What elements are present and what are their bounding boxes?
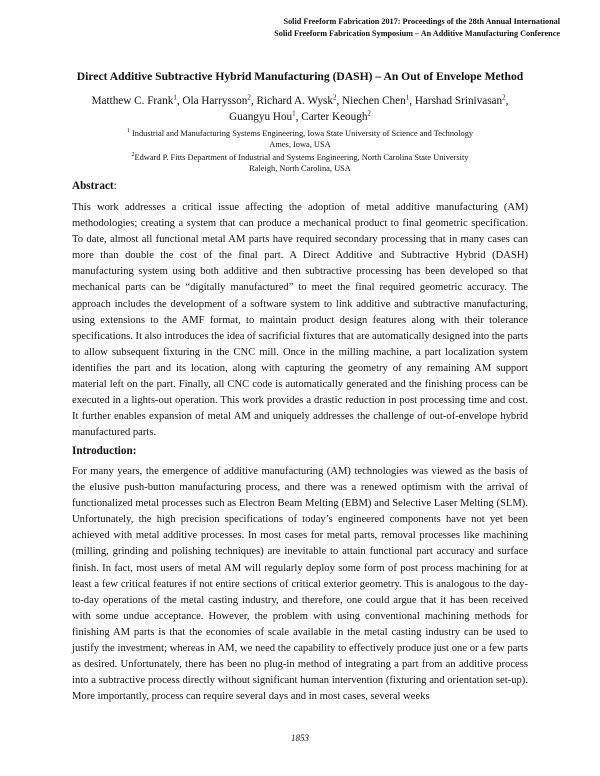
affiliation-2 [60,152,540,175]
author-name: Carter Keough [301,111,368,123]
affiliation-marker: 2 [131,152,135,159]
abstract-text: This work addresses a critical issue affecting the adoption of metal additive manufacturing (AM) methodologies; creating a system that can produce a mechanical product to final geometric specification. To date, almost all functional metal AM parts have required secondary processing that in many cases can more than double the cost of the final part. A Direct Additive and Subtractive Hybrid (DASH) manufacturing system using both additive and then subtractive processing has been developed so that mechanical parts can be “digitally manufactured” to meet the final required geometric accuracy. The approach includes the development of a software system to link additive and subtractive manufacturing, using extensions to the AMF format, to maintain product design features along with their tolerance specifications. It also introduces the idea of sacrificial fixtures that are automatically designed into the parts to allow subsequent fixturing in the CNC mill. Once in the milling machine, a part localization system identifies the part and its location, along with capturing the geometry of any remaining AM support material left on the part. Finally, all CNC code is automatically generated and the finishing process can be executed in a lights-out operation. This work provides a drastic reduction in post processing time and cost. It further enables expansion of metal AM and uniquely addresses the challenge of out-of-envelope hybrid manufactured parts. [72,202,528,439]
author-affiliation-marker: 1 [173,93,177,102]
affiliation-1 [60,128,540,151]
introduction-heading: Introduction: [72,445,137,457]
author-separator: , [295,111,302,123]
author-separator: , [176,95,183,107]
author-name: Ola Harrysson [182,95,248,107]
author-affiliation-marker: 2 [332,93,337,102]
running-header [274,16,560,40]
author-separator: , [336,95,343,107]
running-header-line-2: Solid Freeform Fabrication Symposium – An Additive Manufacturing Conference [274,29,560,38]
affiliation-institution: Edward P. Fitts Department of Industrial and Systems Engineering, North Carolina State University [134,153,469,162]
abstract-heading-text: Abstract [72,180,114,192]
author-separator: , [505,95,509,107]
affiliation-marker: 1 [126,128,130,135]
author-separator: , [409,95,415,107]
author-name: Harshad Srinivasan [414,95,503,107]
affiliation-location: Ames, Iowa, USA [269,140,331,150]
author-affiliation-marker: 2 [247,93,251,102]
author-affiliation-marker: 1 [292,109,296,118]
abstract-heading-colon: : [113,180,117,192]
introduction-text: For many years, the emergence of additive manufacturing (AM) technologies was viewed as the basis of the elusive push-button manufacturing process, and there was a renewed optimism with the arrival of functionalized metal processes such as Electron Beam Melting (EBM) and Selective Laser Melting (SLM). Unfortunately, the high precision specifications of today’s engineered components have not yet been achieved with metal additive processes. In most cases for metal parts, removal processes like machining (milling, grinding and polishing techniques) are inevitable to attain functional part accuracy and surface finish. In fact, most users of metal AM will regularly deploy some form of post process machining for at least a few critical features if not entire sections of critical exterior geometry. This is analogous to the day-to-day operations of the metal casting industry, and therefore, one could argue that it has been received with some undue acceptance. However, the problem with using conventional machining methods for finishing AM parts is that the economies of scale available in the metal casting industry can be used to justify the investment; whereas in AM, we need the capability to effectively produce just one or a few parts as desired. Unfortunately, there has been no plug-in method of integrating a part from an additive process into a subtractive process directly without significant human intervention (fixturing and orientation set-up). More importantly, process can require several days and in most cases, several weeks [72,466,528,703]
running-header-line-1: Solid Freeform Fabrication 2017: Proceedings of the 28th Annual International [283,17,560,26]
abstract-heading [72,180,117,192]
author-name: Richard A. Wysk [256,95,333,107]
page-number: 1853 [291,733,309,743]
affiliation-location: Raleigh, North Carolina, USA [249,164,351,174]
author-affiliation-marker: 1 [405,93,410,102]
author-separator: , [250,95,257,107]
paper-title: Direct Additive Subtractive Hybrid Manufacturing (DASH) – An Out of Envelope Method [76,70,524,83]
author-name: Guangyu Hou [229,111,293,123]
author-name: Matthew C. Frank [91,95,174,107]
author-list [40,93,560,125]
author-affiliation-marker: 2 [367,109,371,118]
affiliation-institution: Industrial and Manufacturing Systems Engineering, Iowa State University of Science and Technology [131,129,474,138]
author-affiliation-marker: 2 [502,93,506,102]
author-name: Niechen Chen [342,95,406,107]
